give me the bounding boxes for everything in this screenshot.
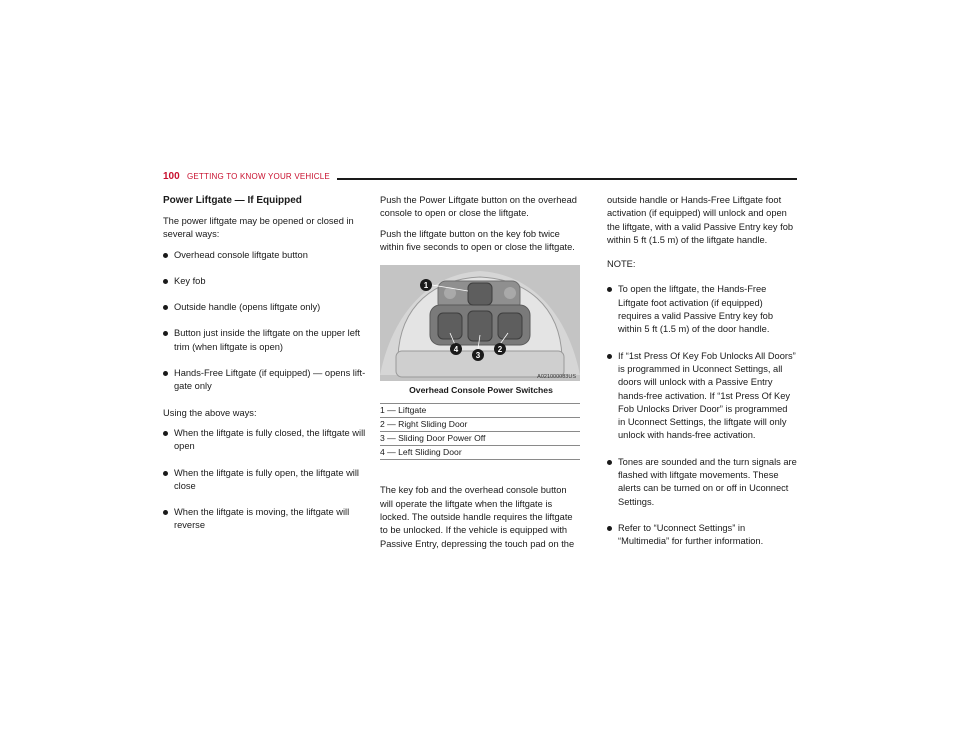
column-1 [163, 194, 368, 546]
console-illustration [380, 265, 580, 381]
column-2 [380, 194, 582, 558]
using-text: Using the above ways: [163, 407, 257, 418]
figure-code: A021000083US [537, 374, 576, 381]
figure-caption: Overhead Console Power Switches [409, 385, 553, 396]
right-door-switch [498, 313, 522, 339]
overhead-console-figure [380, 265, 580, 381]
paragraph: outside handle or Hands-Free Liftgate foot activation (if equipped) will unlock and open the liftgate, with a valid Passive Entry key fob within 5 ft (1.5 m) of the liftgate handle. [607, 195, 794, 245]
list-item: Tones are sounded and the turn signals are flashed with liftgate movements. These alerts can be turned on or off in Uconnect Settings. [607, 456, 797, 509]
list-item: Hands-Free Liftgate (if equipped) — opens lift-gate only [163, 367, 368, 394]
legend-row: 2 — Right Sliding Door [380, 418, 580, 432]
column-3 [607, 194, 797, 562]
list-item: Outside handle (opens liftgate only) [163, 301, 368, 314]
list-item: Overhead console liftgate button [163, 249, 368, 262]
legend-row: 4 — Left Sliding Door [380, 446, 580, 460]
list-item: When the liftgate is moving, the liftgate will reverse [163, 506, 368, 533]
section-heading: Power Liftgate — If Equipped [163, 195, 302, 206]
header-rule [337, 178, 797, 180]
note-label: NOTE: [607, 259, 636, 270]
callout-label: 2 [497, 345, 503, 355]
liftgate-switch [468, 283, 492, 305]
list-item: To open the liftgate, the Hands-Free Liftgate foot activation (if equipped) requires a valid Passive Entry key fob within 5 ft (1.5 m) of the door handle. [607, 283, 797, 336]
lamp-right [504, 287, 516, 299]
page-header [163, 171, 797, 187]
left-door-switch [438, 313, 462, 339]
list-item: Refer to “Uconnect Settings” in “Multimedia” for further information. [607, 522, 797, 549]
paragraph: Push the liftgate button on the key fob twice within five seconds to open or close the liftgate. [380, 228, 575, 252]
callout-label: 3 [475, 351, 481, 361]
paragraph: Push the Power Liftgate button on the overhead console to open or close the liftgate. [380, 195, 577, 219]
list-item: Button just inside the liftgate on the upper left trim (when liftgate is open) [163, 327, 368, 354]
list-item: When the liftgate is fully closed, the liftgate will open [163, 427, 368, 454]
ways-list [163, 249, 368, 394]
section-title: GETTING TO KNOW YOUR VEHICLE [187, 172, 330, 181]
list-item: If “1st Press Of Key Fob Unlocks All Doors” is programmed in Uconnect Settings, all doors will unlock with a Passive Entry hands-free activation. If “1st Press Of Key Fob Unlocks Driver Door” is programmed in Uconnect Settings, the liftgate will only unlock with hands-free activation. [607, 350, 797, 443]
list-item: Key fob [163, 275, 368, 288]
figure-legend [380, 403, 580, 460]
results-list [163, 427, 368, 533]
notes-list [607, 283, 797, 548]
callout-label: 1 [423, 281, 429, 291]
intro-text: The power liftgate may be opened or closed in several ways: [163, 216, 354, 240]
list-item: When the liftgate is fully open, the liftgate will close [163, 467, 368, 494]
callout-label: 4 [453, 345, 459, 355]
legend-row: 3 — Sliding Door Power Off [380, 432, 580, 446]
paragraph: The key fob and the overhead console button will operate the liftgate when the liftgate is locked. The outside handle requires the liftgate to be unlocked. If the vehicle is equipped with Passive Entry, depressing the touch pad on the [380, 485, 575, 549]
legend-row: 1 — Liftgate [380, 404, 580, 418]
page-number: 100 [163, 171, 180, 182]
